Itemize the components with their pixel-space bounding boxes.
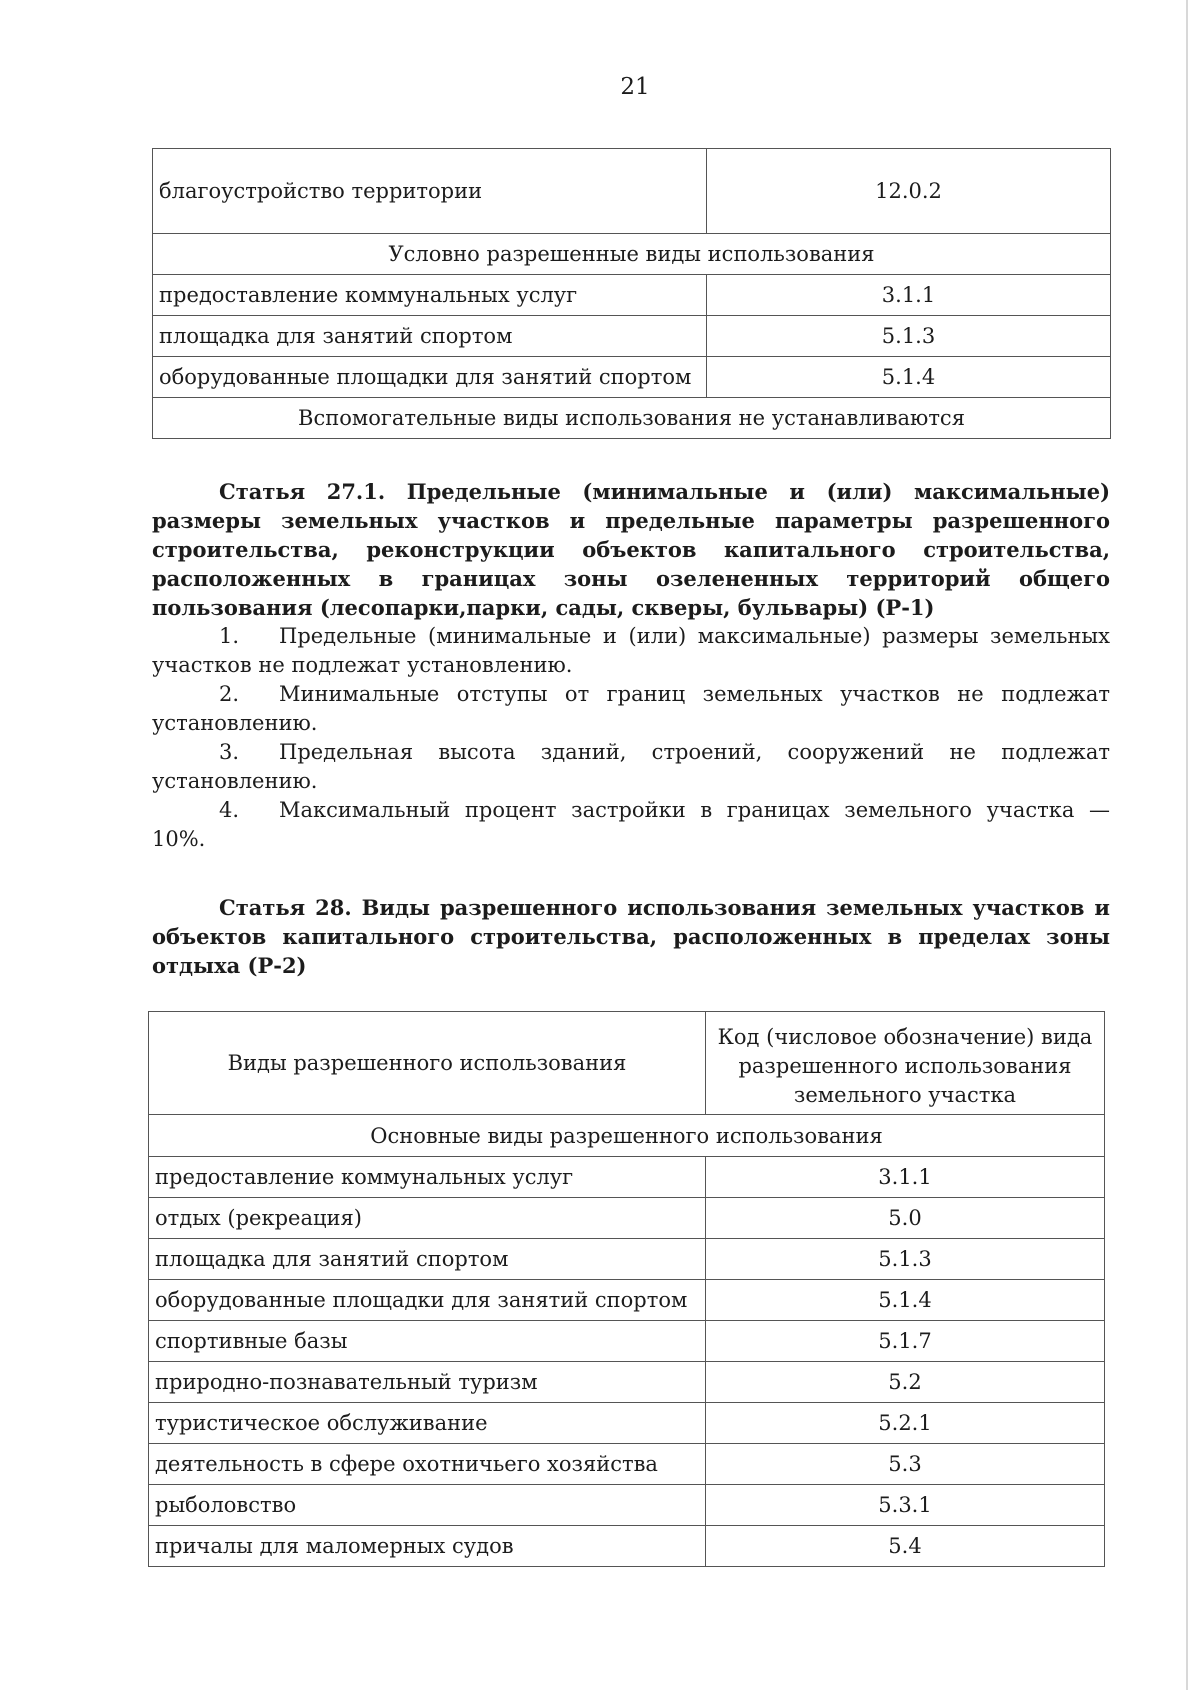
point-text: Минимальные отступы от границ земельных участков не подлежат установлению. <box>152 682 1110 735</box>
use-type-code: 3.1.1 <box>707 275 1111 316</box>
use-type-code: 5.0 <box>706 1198 1105 1239</box>
use-type-code: 5.1.4 <box>707 357 1111 398</box>
article-28 <box>152 893 1110 980</box>
table-row <box>149 1362 1105 1403</box>
table-row <box>149 1198 1105 1239</box>
table-section-row <box>149 1115 1105 1157</box>
article-27-1 <box>152 477 1110 854</box>
use-type-name: благоустройство территории <box>153 149 707 234</box>
use-type-code: 5.4 <box>706 1526 1105 1567</box>
use-type-name: отдых (рекреация) <box>149 1198 706 1239</box>
table-row <box>153 234 1111 275</box>
use-type-code: 5.3 <box>706 1444 1105 1485</box>
use-type-code: 5.1.7 <box>706 1321 1105 1362</box>
table-header-row <box>149 1012 1105 1115</box>
section-main-uses: Основные виды разрешенного использования <box>149 1115 1105 1157</box>
point-text: Предельные (минимальные и (или) максимальные) размеры земельных участков не подлежат установлению. <box>152 624 1110 677</box>
use-type-name: оборудованные площадки для занятий спортом <box>149 1280 706 1321</box>
use-type-name: природно-познавательный туризм <box>149 1362 706 1403</box>
point-text: Максимальный процент застройки в границах земельного участка — 10%. <box>152 798 1110 851</box>
table-row <box>153 275 1111 316</box>
article-point <box>152 796 1110 854</box>
point-number: 4. <box>219 798 240 822</box>
table-row <box>153 398 1111 439</box>
use-type-code: 12.0.2 <box>707 149 1111 234</box>
use-type-name: предоставление коммунальных услуг <box>149 1157 706 1198</box>
article-point <box>152 680 1110 738</box>
use-type-name: площадка для занятий спортом <box>153 316 707 357</box>
use-type-code: 5.3.1 <box>706 1485 1105 1526</box>
article-28-heading: Статья 28. Виды разрешенного использования земельных участков и объектов капитального строительства, расположенных в пределах зоны отдыха (Р-2) <box>152 895 1110 978</box>
use-type-name: причалы для маломерных судов <box>149 1526 706 1567</box>
table-row <box>149 1444 1105 1485</box>
use-type-code: 5.2 <box>706 1362 1105 1403</box>
header-use-types: Виды разрешенного использования <box>149 1012 706 1115</box>
use-type-code: 5.1.3 <box>707 316 1111 357</box>
table-row <box>153 316 1111 357</box>
header-use-code: Код (числовое обозначение) вида разрешенного использования земельного участка <box>706 1012 1105 1115</box>
use-type-name: предоставление коммунальных услуг <box>153 275 707 316</box>
point-number: 3. <box>219 740 240 764</box>
article-27-1-heading: Статья 27.1. Предельные (минимальные и (или) максимальные) размеры земельных участков и предельные параметры разрешенного строительства, реконструкции объектов капитального строительства, расположенных в границах зоны озелененных территорий общего пользования (лесопарки,парки, сады, скверы, бульвары) (Р-1) <box>152 479 1110 620</box>
point-number: 2. <box>219 682 240 706</box>
land-use-table-continued <box>152 148 1111 439</box>
land-use-table-r2 <box>148 1011 1105 1567</box>
point-text: Предельная высота зданий, строений, сооружений не подлежат установлению. <box>152 740 1110 793</box>
use-type-name: деятельность в сфере охотничьего хозяйства <box>149 1444 706 1485</box>
use-type-name: спортивные базы <box>149 1321 706 1362</box>
page-number: 21 <box>620 74 650 100</box>
use-type-code: 5.1.4 <box>706 1280 1105 1321</box>
page-edge-divider <box>1186 0 1188 1690</box>
table-row <box>153 149 1111 234</box>
use-type-code: 5.2.1 <box>706 1403 1105 1444</box>
article-point <box>152 622 1110 680</box>
article-point <box>152 738 1110 796</box>
use-type-code: 3.1.1 <box>706 1157 1105 1198</box>
table-row <box>149 1403 1105 1444</box>
use-type-code: 5.1.3 <box>706 1239 1105 1280</box>
table-row <box>149 1280 1105 1321</box>
use-type-name: рыболовство <box>149 1485 706 1526</box>
table-row <box>149 1526 1105 1567</box>
table-row <box>149 1157 1105 1198</box>
use-type-name: площадка для занятий спортом <box>149 1239 706 1280</box>
use-type-name: туристическое обслуживание <box>149 1403 706 1444</box>
table-row <box>149 1239 1105 1280</box>
use-type-name: оборудованные площадки для занятий спортом <box>153 357 707 398</box>
table-row <box>149 1485 1105 1526</box>
point-number: 1. <box>219 624 240 648</box>
table-row <box>153 357 1111 398</box>
table-row <box>149 1321 1105 1362</box>
section-title: Вспомогательные виды использования не устанавливаются <box>153 398 1111 439</box>
section-title: Условно разрешенные виды использования <box>153 234 1111 275</box>
